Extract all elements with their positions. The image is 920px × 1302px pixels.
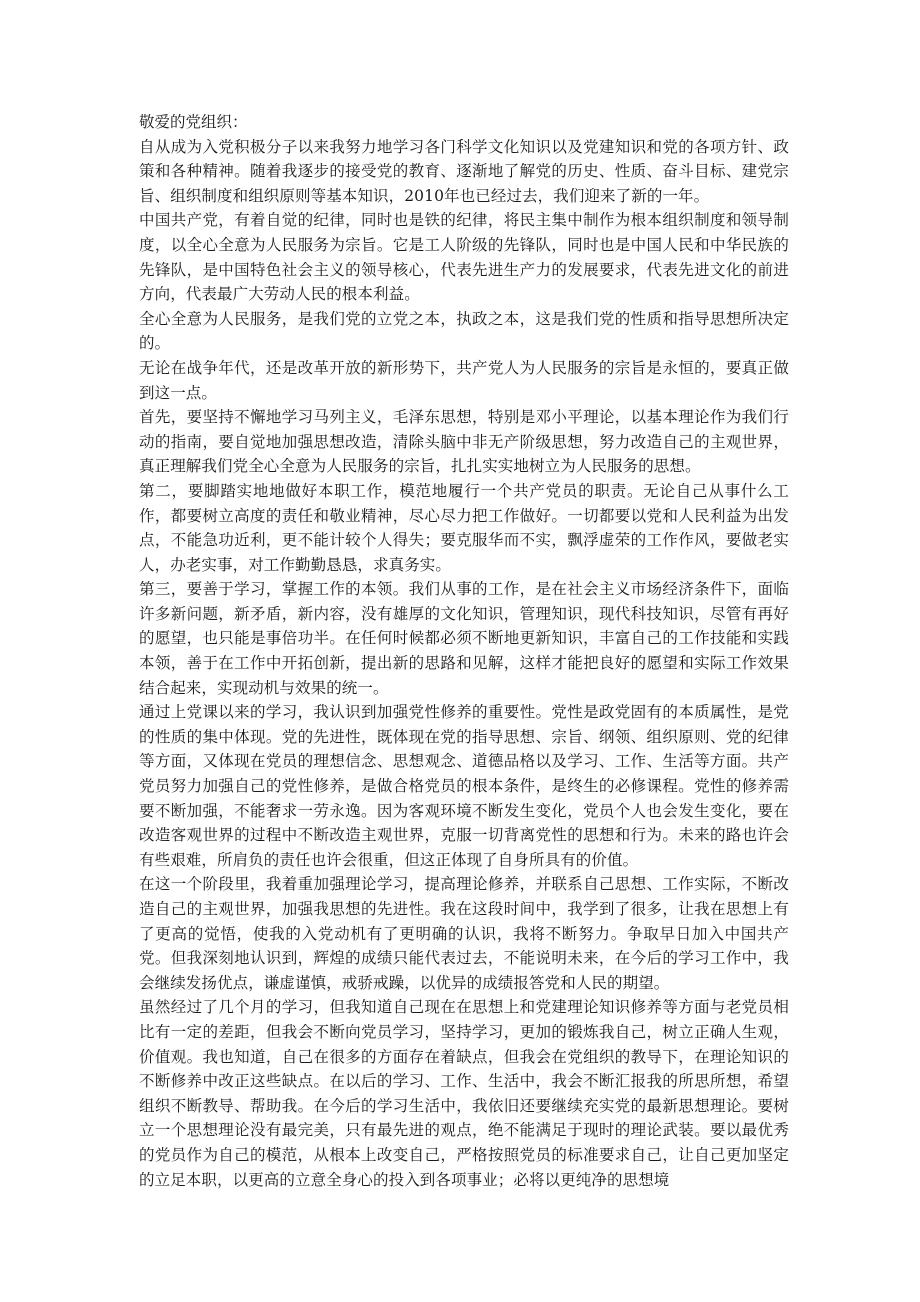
paragraph: 通过上党课以来的学习，我认识到加强党性修养的重要性。党性是政党固有的本质属性，是党的性质的集中体现。党的先进性，既体现在党的指导思想、宗旨、纲领、组织原则、党的纪律等方面，又体现在党员的理想信念、思想观念、道德品格以及学习、工作、生活等方面。共产党员努力加强自己的党性修养，是做合格党员的根本条件，是终生的必修课程。党性的修养需要不断加强，不能奢求一劳永逸。因为客观环境不断发生变化，党员个人也会发生变化，要在改造客观世界的过程中不断改造主观世界，克服一切背离党性的思想和行为。未来的路也许会有些艰难，所肩负的责任也许会很重，但这正体现了自身所具有的价值。 bbox=[139, 703, 789, 869]
paragraph: 自从成为入党积极分子以来我努力地学习各门科学文化知识以及党建知识和党的各项方针、政策和各种精神。随着我逐步的接受党的教育、逐渐地了解党的历史、性质、奋斗目标、建党宗旨、组织制度和组织原则等基本知识，2010年也已经过去，我们迎来了新的一年。 bbox=[139, 137, 789, 205]
paragraph: 第二，要脚踏实地地做好本职工作，模范地履行一个共产党员的职责。无论自己从事什么工作，都要树立高度的责任和敬业精神，尽心尽力把工作做好。一切都要以党和人民利益为出发点，不能急功近利，更不能计较个人得失；要克服华而不实，飘浮虚荣的工作作风，要做老实人，办老实事，对工作勤勤恳恳，求真务实。 bbox=[139, 481, 789, 574]
paragraph: 虽然经过了几个月的学习，但我知道自己现在在思想上和党建理论知识修养等方面与老党员相比有一定的差距，但我会不断向党员学习，坚持学习，更加的锻炼我自己，树立正确人生观，价值观。我也知道，自己在很多的方面存在着缺点，但我会在党组织的教导下，在理论知识的不断修养中改正这些缺点。在以后的学习、工作、生活中，我会不断汇报我的所思所想，希望组织不断教导、帮助我。在今后的学习生活中，我依旧还要继续充实党的最新思想理论。要树立一个思想理论没有最完美，只有最先进的观点，绝不能满足于现时的理论武装。要以最优秀的党员作为自己的模范，从根本上改变自己，严格按照党员的标准要求自己，让自己更加坚定的立足本职，以更高的立意全身心的投入到各项事业；必将以更纯净的思想境 bbox=[139, 998, 789, 1189]
paragraph: 无论在战争年代，还是改革开放的新形势下，共产党人为人民服务的宗旨是永恒的，要真正做到这一点。 bbox=[139, 358, 789, 402]
salutation: 敬爱的党组织： bbox=[139, 113, 248, 131]
paragraph: 全心全意为人民服务，是我们党的立党之本，执政之本，这是我们党的性质和指导思想所决定的。 bbox=[139, 309, 789, 353]
paragraph: 中国共产党，有着自觉的纪律，同时也是铁的纪律，将民主集中制作为根本组织制度和领导制度，以全心全意为人民服务为宗旨。它是工人阶级的先锋队，同时也是中国人民和中华民族的先锋队，是中国特色社会主义的领导核心，代表先进生产力的发展要求，代表先进文化的前进方向，代表最广大劳动人民的根本利益。 bbox=[139, 211, 789, 304]
document-body bbox=[139, 110, 789, 1192]
paragraph: 在这一个阶段里，我着重加强理论学习，提高理论修养，并联系自己思想、工作实际，不断改造自己的主观世界，加强我思想的先进性。我在这段时间中，我学到了很多，让我在思想上有了更高的觉悟，使我的入党动机有了更明确的认识，我将不断努力。争取早日加入中国共产党。但我深刻地认识到，辉煌的成绩只能代表过去，不能说明未来，在今后的学习工作中，我会继续发扬优点，谦虚谨慎，戒骄戒躁，以优异的成绩报答党和人民的期望。 bbox=[139, 875, 789, 992]
paragraph: 首先，要坚持不懈地学习马列主义，毛泽东思想，特别是邓小平理论，以基本理论作为我们行动的指南，要自觉地加强思想改造，清除头脑中非无产阶级思想，努力改造自己的主观世界，真正理解我们党全心全意为人民服务的宗旨，扎扎实实地树立为人民服务的思想。 bbox=[139, 408, 789, 476]
paragraph: 第三，要善于学习，掌握工作的本领。我们从事的工作，是在社会主义市场经济条件下，面临许多新问题，新矛盾，新内容，没有雄厚的文化知识，管理知识，现代科技知识，尽管有再好的愿望，也只能是事倍功半。在任何时候都必须不断地更新知识，丰富自己的工作技能和实践本领，善于在工作中开拓创新，提出新的思路和见解，这样才能把良好的愿望和实际工作效果结合起来，实现动机与效果的统一。 bbox=[139, 580, 789, 697]
